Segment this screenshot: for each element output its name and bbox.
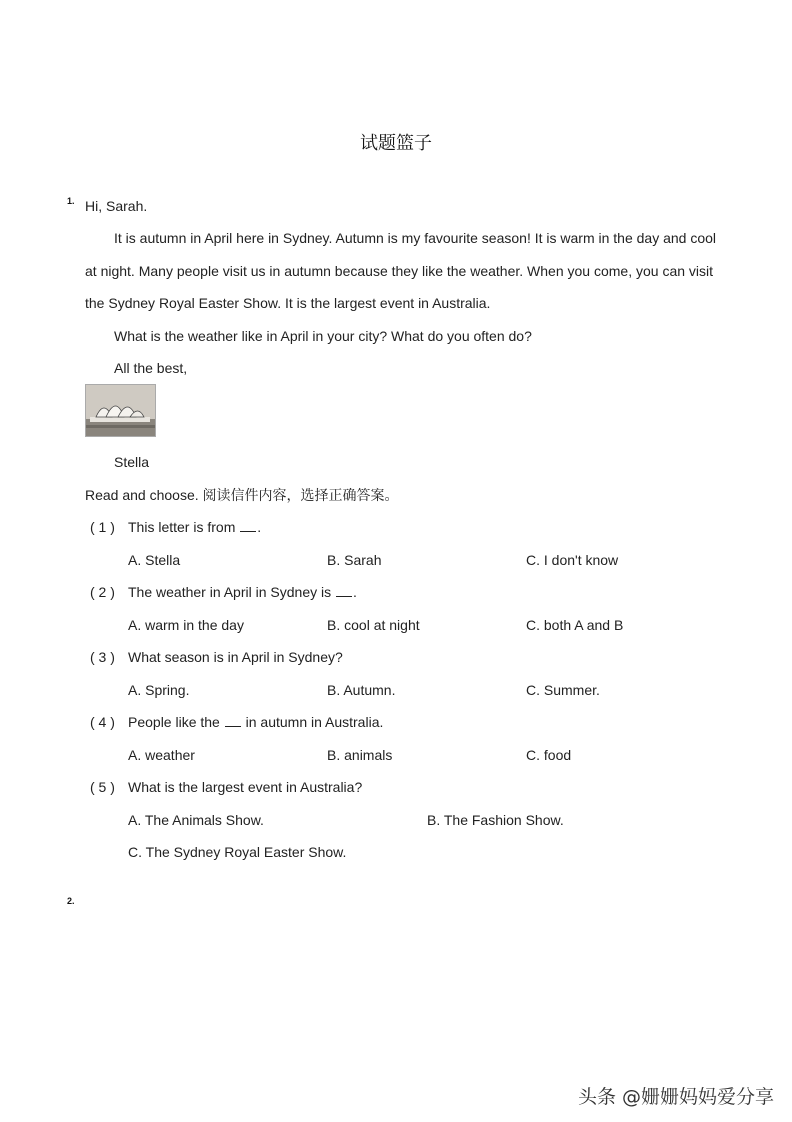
item-stem: What season is in April in Sydney? bbox=[128, 649, 343, 665]
item-stem bbox=[128, 518, 261, 536]
item-number: ( 4 ) bbox=[90, 714, 115, 730]
item-stem-text: People like the bbox=[128, 714, 224, 730]
page-title: 试题篮子 bbox=[360, 133, 432, 154]
letter-paragraph-line: the Sydney Royal Easter Show. It is the largest event in Australia. bbox=[85, 295, 491, 311]
item-stem-text: This letter is from bbox=[128, 519, 240, 535]
question-1-number: 1. bbox=[67, 196, 75, 206]
item-stem-text: . bbox=[353, 584, 357, 600]
option-b[interactable]: B. Autumn. bbox=[327, 682, 396, 698]
option-a[interactable]: A. The Animals Show. bbox=[128, 812, 264, 828]
option-c[interactable]: C. I don't know bbox=[526, 552, 619, 568]
option-c[interactable]: C. both A and B bbox=[526, 617, 624, 633]
item-stem-text: in autumn in Australia. bbox=[241, 714, 384, 730]
watermark: 头条 @姗姗妈妈爱分享 bbox=[577, 1086, 774, 1108]
letter-paragraph-line: It is autumn in April here in Sydney. Autumn is my favourite season! It is warm in the day and cool bbox=[114, 230, 717, 246]
letter-closing: All the best, bbox=[114, 360, 188, 376]
option-c[interactable]: C. food bbox=[526, 747, 572, 763]
letter-greeting: Hi, Sarah. bbox=[85, 198, 148, 214]
item-number: ( 3 ) bbox=[90, 649, 115, 665]
option-c[interactable]: C. The Sydney Royal Easter Show. bbox=[128, 844, 347, 860]
option-b[interactable]: B. cool at night bbox=[327, 617, 420, 633]
item-stem-text: The weather in April in Sydney is bbox=[128, 584, 335, 600]
item-stem: What is the largest event in Australia? bbox=[128, 779, 363, 795]
option-a[interactable]: A. Stella bbox=[128, 552, 181, 568]
option-b[interactable]: B. The Fashion Show. bbox=[427, 812, 564, 828]
letter-questions: What is the weather like in April in your city? What do you often do? bbox=[114, 328, 532, 344]
letter-signature: Stella bbox=[114, 454, 150, 470]
item-stem bbox=[128, 713, 383, 731]
item-number: ( 5 ) bbox=[90, 779, 115, 795]
item-stem-text: . bbox=[257, 519, 262, 535]
sydney-opera-house-photo bbox=[85, 384, 156, 437]
instruction-text: Read and choose. 阅读信件内容，选择正确答案。 bbox=[85, 487, 399, 503]
letter-paragraph-line: at night. Many people visit us in autumn because they like the weather. When you come, you can visit bbox=[85, 263, 714, 279]
item-stem bbox=[128, 583, 357, 601]
option-a[interactable]: A. weather bbox=[128, 747, 195, 763]
item-number: ( 2 ) bbox=[90, 584, 115, 600]
question-2-number: 2. bbox=[67, 896, 75, 906]
option-c[interactable]: C. Summer. bbox=[526, 682, 600, 698]
option-b[interactable]: B. Sarah bbox=[327, 552, 382, 568]
answer-blank bbox=[225, 716, 241, 727]
item-number: ( 1 ) bbox=[90, 519, 115, 535]
option-a[interactable]: A. Spring. bbox=[128, 682, 190, 698]
answer-blank bbox=[240, 521, 256, 532]
option-b[interactable]: B. animals bbox=[327, 747, 393, 763]
answer-blank bbox=[336, 586, 352, 597]
option-a[interactable]: A. warm in the day bbox=[128, 617, 244, 633]
